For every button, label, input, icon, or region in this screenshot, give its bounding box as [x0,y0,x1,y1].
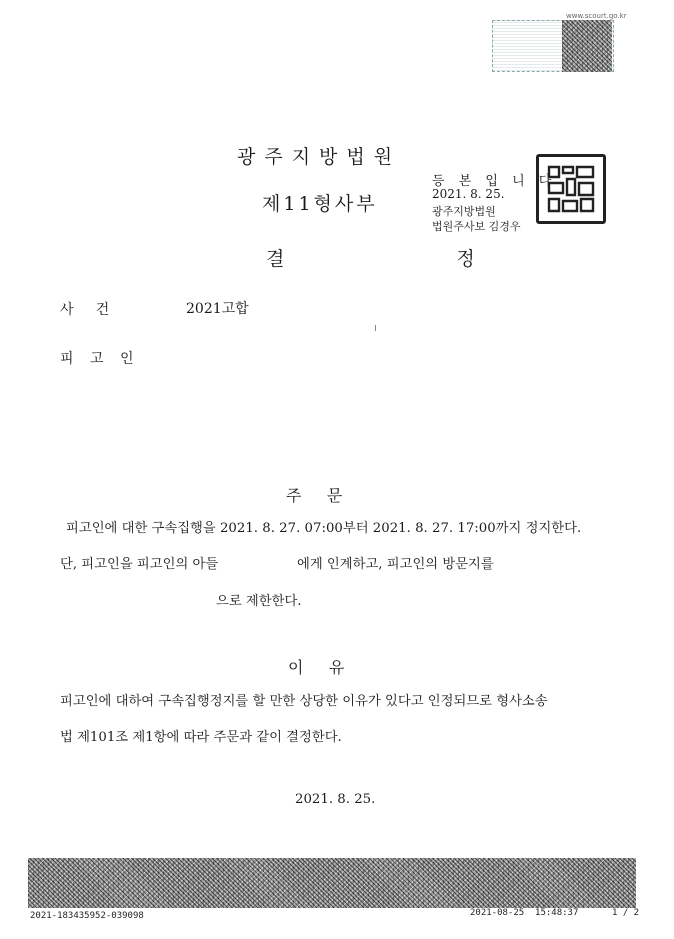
source-url: www.scourt.go.kr [566,12,627,20]
certification-date: 2021. 8. 25. [432,187,505,201]
footer-security-band [28,858,636,908]
document-id: 2021-183435952-039098 [30,911,144,921]
seal-pattern-icon [543,161,599,217]
order-line-3: 으로 제한한다. [216,594,302,609]
division-name: 제11형사부 [262,193,378,215]
scan-mark [375,325,376,331]
reason-line-2: 법 제101조 제1항에 따라 주문과 같이 결정한다. [60,730,342,745]
court-name: 광주지방법원 [237,146,402,168]
order-line-2: 단, 피고인을 피고인의 아들 [60,557,219,572]
print-timestamp: 2021-08-25 15:48:37 [470,908,579,918]
page-number: 1 / 2 [612,908,640,918]
order-line-1: 피고인에 대한 구속집행을 2021. 8. 27. 07:00부터 2021. 8. 27. 17:00까지 정지한다. [66,521,582,536]
certification-court: 광주지방법원 [432,205,496,218]
case-number: 2021고합 [186,301,249,317]
decision-date: 2021. 8. 25. [295,792,376,807]
reason-line-1: 피고인에 대하여 구속집행정지를 할 만한 상당한 이유가 있다고 인정되므로 형사소송 [60,694,548,709]
defendant-label: 피 고 인 [60,351,140,367]
certification-clerk: 법원주사보 김경우 [432,220,521,233]
reason-heading: 이 유 [288,658,345,677]
order-heading: 주 문 [286,486,343,505]
certification-line: 등 본 입 니 다 [432,174,557,189]
qr-code-icon [562,20,612,72]
order-line-2b: 에게 인계하고, 피고인의 방문지를 [297,557,494,572]
document-type: 결 정 [266,248,475,270]
court-seal-icon [536,154,606,224]
case-label: 사 건 [60,302,110,318]
